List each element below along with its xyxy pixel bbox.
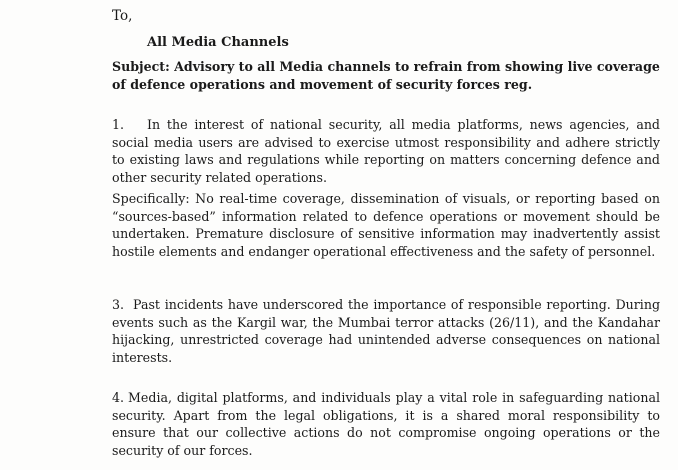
subject-line: Subject: Advisory to all Media channels to refrain from showing live coverage of defence operations and movement of security forces reg. (112, 59, 660, 92)
paragraph-2-text: Specifically: No real-time coverage, dissemination of visuals, or reporting based on “sources-based” information related to defence operations or movement should be undertaken. Premature disclosure of sensitive information may inadvertently assist hostile elements and endanger operational effectiveness and the safety of personnel. (112, 191, 660, 259)
paragraph-1-number: 1. (112, 117, 125, 132)
paragraph-3 (112, 296, 660, 366)
paragraph-2 (112, 190, 660, 260)
addressee: All Media Channels (147, 35, 289, 50)
salutation: To, (112, 8, 133, 24)
paragraph-4-text: Media, digital platforms, and individuals play a vital role in safeguarding national security. Apart from the legal obligations, it is a shared moral responsibility to ensure that our collective actions do not compromise ongoing operations or the security of our forces. (112, 390, 660, 458)
paragraph-3-number: 3. (112, 297, 125, 312)
paragraph-4-number: 4. (112, 390, 125, 405)
paragraph-1-text: In the interest of national security, all media platforms, news agencies, and social media users are advised to exercise utmost responsibility and adhere strictly to existing laws and regulations while reporting on matters concerning defence and other security related operations. (112, 117, 660, 185)
paragraph-4 (112, 389, 660, 459)
paragraph-1 (112, 116, 660, 186)
page-top-edge-mark (318, 0, 398, 3)
paragraph-3-text: Past incidents have underscored the importance of responsible reporting. During events such as the Kargil war, the Mumbai terror attacks (26/11), and the Kandahar hijacking, unrestricted coverage had unintended adverse consequences on national interests. (112, 297, 660, 365)
